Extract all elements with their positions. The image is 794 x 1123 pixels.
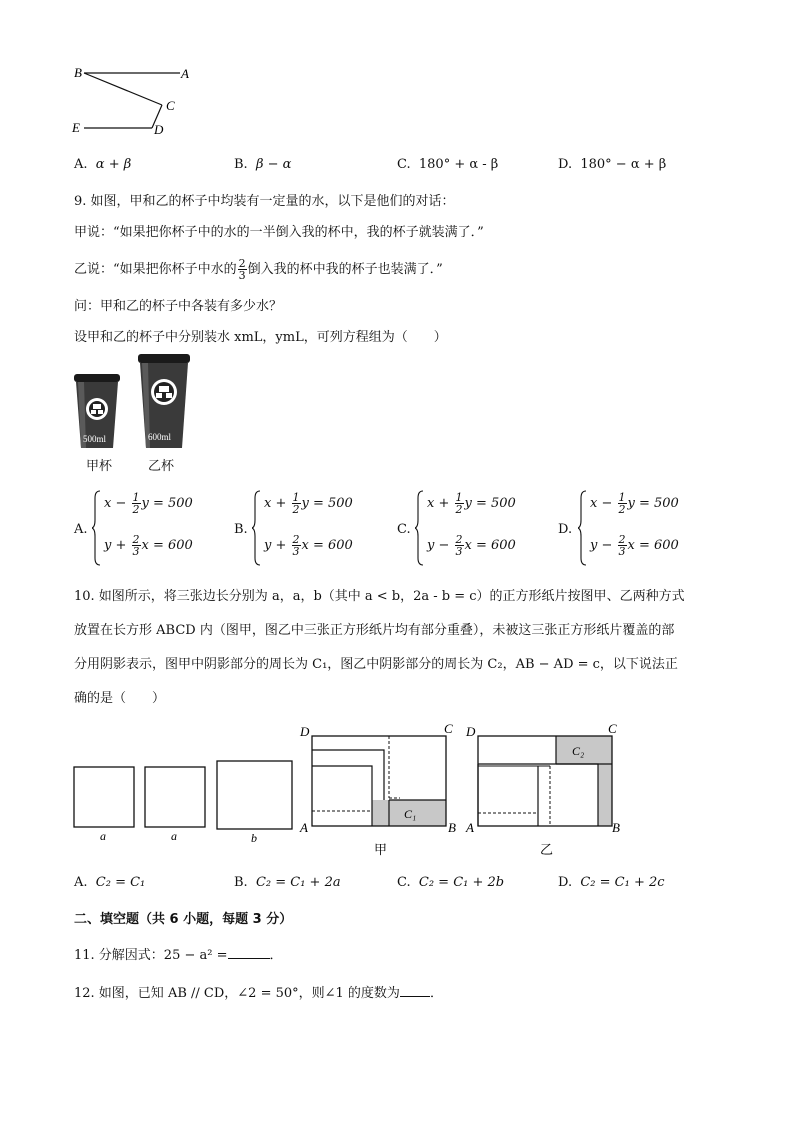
figure-yi (462, 720, 632, 860)
yi-label-C2: C₂ (572, 744, 585, 758)
label-D: D (154, 122, 164, 137)
label-B: B (74, 65, 82, 80)
jia-label-D: D (300, 724, 310, 739)
jia-label-C: C (444, 721, 453, 736)
cup-jia-icon (74, 374, 120, 448)
yi-label-B: B (612, 820, 620, 835)
q8-option-c[interactable]: C. 180° + α - β (397, 157, 499, 172)
q10-option-a[interactable]: A. C₂ = C₁ (74, 875, 146, 890)
square-a2-label: a (171, 829, 177, 843)
q9-option-b[interactable]: x + $\frac{1}{2}$ y = 500 y + $\frac{2}{3}$ x = 600 (252, 488, 362, 568)
jia-caption: 甲 (374, 842, 388, 857)
q9-option-d-letter[interactable]: D. (558, 522, 573, 537)
q10-option-c[interactable]: C. C₂ = C₁ + 2b (397, 875, 505, 890)
q8-option-a[interactable]: A. α + β (74, 157, 132, 172)
square-b-label: b (251, 831, 257, 845)
cups-figure (68, 352, 198, 452)
answer-blank[interactable] (228, 958, 270, 959)
q9-option-d[interactable]: x − $\frac{1}{2}$ y = 500 y − $\frac{2}{3}$ x = 600 (578, 488, 688, 568)
q9-stem: 9. 如图，甲和乙的杯子中均装有一定量的水，以下是他们的对话： (74, 194, 455, 209)
q10-line4: 确的是（ ） (74, 691, 166, 706)
square-a1-label: a (100, 829, 106, 843)
fraction: $\frac{2}{3}$ (238, 257, 246, 282)
jia-label-B: B (448, 820, 456, 835)
label-C: C (166, 98, 175, 113)
q9-option-c-letter[interactable]: C. (397, 522, 411, 537)
brace-icon (578, 490, 588, 566)
q8-option-b[interactable]: B. β − α (234, 157, 292, 172)
q9-yi-say: 乙说：“如果把你杯子中水的 $\frac{2}{3}$ 倒入我的杯中我的杯子也装满了．” (74, 257, 443, 282)
yi-caption: 乙 (540, 842, 554, 857)
section-heading: 二、填空题（共 6 小题，每题 3 分） (74, 912, 293, 927)
q10-option-b[interactable]: B. C₂ = C₁ + 2a (234, 875, 341, 890)
yi-label-C: C (608, 721, 617, 736)
answer-blank[interactable] (400, 996, 430, 997)
q10-line3: 分用阴影表示，图甲中阴影部分的周长为 C₁，图乙中阴影部分的周长为 C₂，AB − AD = c，以下说法正 (74, 657, 678, 672)
jia-label-A: A (300, 820, 308, 835)
jia-label-C1: C₁ (404, 807, 417, 821)
q11: 11. 分解因式：25 − a² = ． (74, 948, 283, 963)
brace-icon (252, 490, 262, 566)
q10-line2: 放置在长方形 ABCD 内（图甲，图乙中三张正方形纸片均有部分重叠），未被这三张正方形纸片覆盖的部 (74, 623, 675, 638)
yi-label-A: A (466, 820, 474, 835)
label-A: A (181, 66, 189, 81)
q8-figure (70, 62, 200, 138)
q9-jia-say: 甲说：“如果把你杯子中的水的一半倒入我的杯中，我的杯子就装满了．” (74, 225, 484, 240)
figure-jia (296, 720, 466, 860)
cup2-capacity: 600ml (148, 432, 172, 442)
cup1-label: 甲杯 (86, 459, 113, 474)
yi-label-D: D (466, 724, 476, 739)
q9-setup: 设甲和乙的杯子中分别装水 xmL，ymL，可列方程组为（ ） (74, 330, 447, 345)
cup1-capacity: 500ml (83, 434, 107, 444)
q8-option-d[interactable]: D. 180° − α + β (558, 157, 667, 172)
q9-option-a[interactable]: x − $\frac{1}{2}$ y = 500 y + $\frac{2}{3}$ x = 600 (92, 488, 202, 568)
q9-option-a-letter[interactable]: A. (74, 522, 88, 537)
brace-icon (415, 490, 425, 566)
brace-icon (92, 490, 102, 566)
q9-option-b-letter[interactable]: B. (234, 522, 248, 537)
label-E: E (72, 120, 80, 135)
q10-option-d[interactable]: D. C₂ = C₁ + 2c (558, 875, 665, 890)
q9-option-c[interactable]: x + $\frac{1}{2}$ y = 500 y − $\frac{2}{3}$ x = 600 (415, 488, 525, 568)
q12: 12. 如图，已知 AB // CD，∠2 = 50°，则∠1 的度数为 ． (74, 986, 443, 1001)
q9-question: 问：甲和乙的杯子中各装有多少水？ (74, 299, 283, 314)
cup2-label: 乙杯 (148, 459, 175, 474)
cup-yi-icon (138, 354, 190, 448)
q10-squares-figure (70, 760, 300, 846)
q10-line1: 10. 如图所示，将三张边长分别为 a，a，b（其中 a < b，2a - b = c）的正方形纸片按图甲、乙两种方式 (74, 589, 685, 604)
